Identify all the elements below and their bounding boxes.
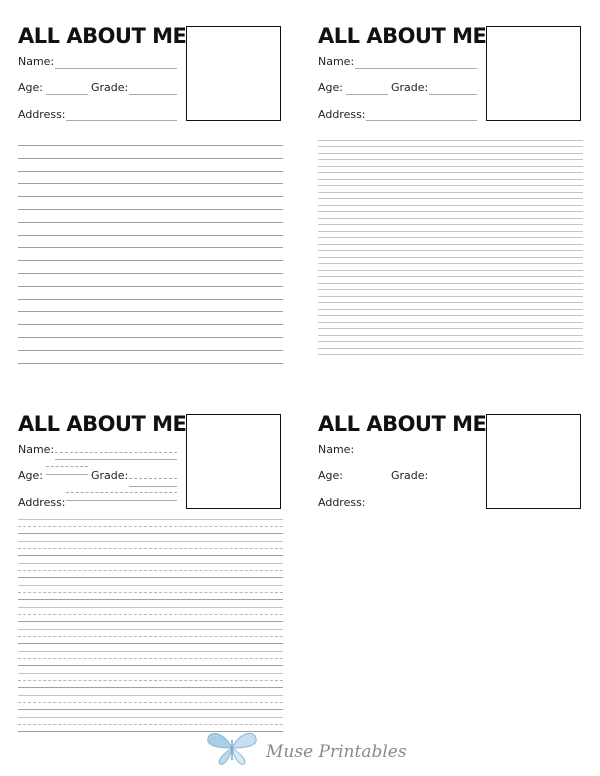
writing-line[interactable] xyxy=(318,237,583,238)
writing-line[interactable] xyxy=(18,541,283,542)
writing-line[interactable] xyxy=(318,250,583,251)
writing-line[interactable] xyxy=(18,196,283,197)
writing-line[interactable] xyxy=(18,299,283,300)
address-field-line[interactable] xyxy=(66,492,177,493)
card-title: ALL ABOUT ME xyxy=(18,412,187,436)
writing-line[interactable] xyxy=(318,328,583,329)
writing-line[interactable] xyxy=(18,570,283,571)
writing-line[interactable] xyxy=(18,636,283,637)
writing-line[interactable] xyxy=(18,621,283,622)
grade-field-line[interactable] xyxy=(129,94,177,95)
writing-line[interactable] xyxy=(18,324,283,325)
writing-line[interactable] xyxy=(18,526,283,527)
writing-line[interactable] xyxy=(18,643,283,644)
writing-line[interactable] xyxy=(18,183,283,184)
age-field-line[interactable] xyxy=(46,474,88,475)
writing-line[interactable] xyxy=(318,224,583,225)
writing-line[interactable] xyxy=(18,555,283,556)
writing-line[interactable] xyxy=(318,159,583,160)
age-field-line[interactable] xyxy=(346,94,388,95)
card-solid-lines xyxy=(18,24,286,369)
address-field-line[interactable] xyxy=(66,120,177,121)
writing-line[interactable] xyxy=(18,702,283,703)
address-label: Address: xyxy=(18,108,66,121)
writing-line[interactable] xyxy=(18,533,283,534)
grade-field-line[interactable] xyxy=(129,478,177,479)
writing-line[interactable] xyxy=(18,680,283,681)
writing-line[interactable] xyxy=(18,350,283,351)
writing-line[interactable] xyxy=(318,354,583,355)
card-title: ALL ABOUT ME xyxy=(18,24,187,48)
writing-line[interactable] xyxy=(18,235,283,236)
name-field-line[interactable] xyxy=(55,68,177,69)
writing-line[interactable] xyxy=(318,276,583,277)
writing-line[interactable] xyxy=(18,311,283,312)
grade-label: Grade: xyxy=(391,469,429,482)
writing-line[interactable] xyxy=(18,585,283,586)
name-field-line[interactable] xyxy=(55,459,177,460)
writing-line[interactable] xyxy=(318,244,583,245)
writing-line[interactable] xyxy=(18,658,283,659)
writing-line[interactable] xyxy=(18,629,283,630)
writing-line[interactable] xyxy=(318,341,583,342)
name-label: Name: xyxy=(318,443,355,456)
grade-label: Grade: xyxy=(391,81,429,94)
writing-line[interactable] xyxy=(318,192,583,193)
address-field-line[interactable] xyxy=(366,120,477,121)
photo-box xyxy=(186,414,281,509)
writing-line[interactable] xyxy=(18,273,283,274)
card-blank xyxy=(318,412,586,532)
writing-line[interactable] xyxy=(318,302,583,303)
writing-line[interactable] xyxy=(318,296,583,297)
writing-line[interactable] xyxy=(318,263,583,264)
writing-line[interactable] xyxy=(318,185,583,186)
writing-line[interactable] xyxy=(18,209,283,210)
writing-line[interactable] xyxy=(18,563,283,564)
writing-line[interactable] xyxy=(18,171,283,172)
card-title: ALL ABOUT ME xyxy=(318,412,487,436)
age-label: Age: xyxy=(318,81,343,94)
writing-line[interactable] xyxy=(318,309,583,310)
writing-line[interactable] xyxy=(18,519,283,520)
photo-box xyxy=(186,26,281,121)
writing-line[interactable] xyxy=(318,172,583,173)
photo-box xyxy=(486,26,581,121)
writing-line[interactable] xyxy=(318,335,583,336)
writing-line[interactable] xyxy=(18,337,283,338)
muse-printables-logo xyxy=(204,730,407,766)
writing-line[interactable] xyxy=(318,283,583,284)
writing-line[interactable] xyxy=(318,140,583,141)
writing-line[interactable] xyxy=(18,222,283,223)
writing-line[interactable] xyxy=(18,651,283,652)
writing-line[interactable] xyxy=(318,270,583,271)
writing-line[interactable] xyxy=(18,247,283,248)
writing-line[interactable] xyxy=(18,717,283,718)
name-field-line[interactable] xyxy=(55,452,177,453)
writing-line[interactable] xyxy=(18,145,283,146)
card-handwriting-lines xyxy=(18,412,286,752)
writing-line[interactable] xyxy=(18,599,283,600)
writing-line[interactable] xyxy=(318,257,583,258)
age-label: Age: xyxy=(18,469,43,482)
age-field-line[interactable] xyxy=(46,466,88,467)
writing-line[interactable] xyxy=(18,709,283,710)
name-field-line[interactable] xyxy=(355,68,477,69)
writing-line[interactable] xyxy=(318,218,583,219)
writing-line[interactable] xyxy=(18,286,283,287)
age-label: Age: xyxy=(318,469,343,482)
grade-field-line[interactable] xyxy=(429,94,477,95)
writing-line[interactable] xyxy=(18,687,283,688)
writing-line[interactable] xyxy=(318,205,583,206)
address-label: Address: xyxy=(18,496,66,509)
writing-line[interactable] xyxy=(18,363,283,364)
name-label: Name: xyxy=(18,55,55,68)
writing-line[interactable] xyxy=(18,548,283,549)
writing-line[interactable] xyxy=(318,146,583,147)
name-label: Name: xyxy=(318,55,355,68)
writing-line[interactable] xyxy=(318,289,583,290)
writing-line[interactable] xyxy=(18,592,283,593)
butterfly-icon xyxy=(204,730,260,770)
address-label: Address: xyxy=(318,108,366,121)
writing-line[interactable] xyxy=(18,665,283,666)
age-field-line[interactable] xyxy=(46,94,88,95)
writing-line[interactable] xyxy=(18,724,283,725)
writing-line[interactable] xyxy=(318,166,583,167)
grade-field-line[interactable] xyxy=(129,486,177,487)
writing-line[interactable] xyxy=(318,348,583,349)
writing-line[interactable] xyxy=(318,153,583,154)
writing-line[interactable] xyxy=(18,158,283,159)
photo-box xyxy=(486,414,581,509)
writing-line[interactable] xyxy=(18,695,283,696)
writing-line[interactable] xyxy=(318,198,583,199)
address-label: Address: xyxy=(318,496,366,509)
grade-label: Grade: xyxy=(91,81,129,94)
writing-line[interactable] xyxy=(18,607,283,608)
writing-line[interactable] xyxy=(18,577,283,578)
writing-line[interactable] xyxy=(18,673,283,674)
age-label: Age: xyxy=(18,81,43,94)
address-field-line[interactable] xyxy=(66,500,177,501)
name-label: Name: xyxy=(18,443,55,456)
writing-line[interactable] xyxy=(318,231,583,232)
writing-line[interactable] xyxy=(318,211,583,212)
writing-line[interactable] xyxy=(18,260,283,261)
writing-line[interactable] xyxy=(318,315,583,316)
writing-line[interactable] xyxy=(18,614,283,615)
writing-line[interactable] xyxy=(318,179,583,180)
card-paired-lines xyxy=(318,24,586,369)
grade-label: Grade: xyxy=(91,469,129,482)
logo-text: Muse Printables xyxy=(266,742,407,762)
card-title: ALL ABOUT ME xyxy=(318,24,487,48)
writing-line[interactable] xyxy=(318,322,583,323)
